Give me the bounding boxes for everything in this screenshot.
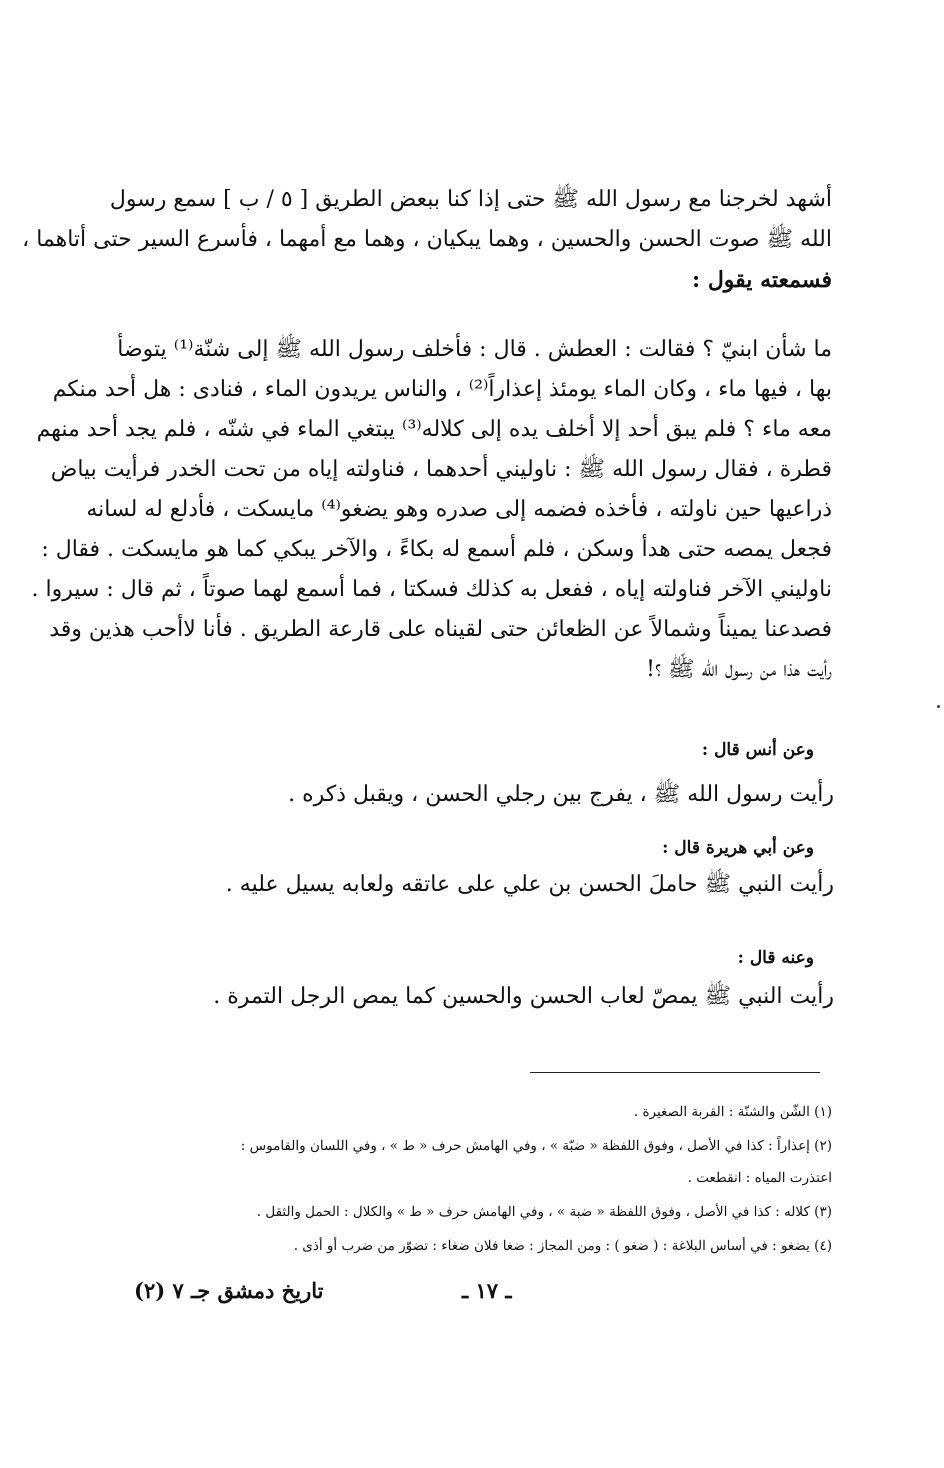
- paragraph-line: معه ماء ؟ فلم يبق أحد إلا أخلف يده إلى كلاله⁽³⁾ يبتغي الماء في شنّه ، فلم يجد أحد منهم: [36, 417, 832, 442]
- paragraph-1: [22, 180, 832, 300]
- footnote-4: (٤) يضغو : في أساس البلاغة : ( ضغو ) : ومن المجاز : ضغا فلان ضغاء : تضوّر من ضرب أو أذى .: [293, 1238, 832, 1254]
- footnote-1: (١) الشّن والشنّة : القربة الصغيرة .: [633, 1104, 832, 1120]
- paragraph-2: [31, 330, 832, 690]
- narration-intro: وعن أنس قال :: [701, 740, 814, 760]
- paragraph-line: فصدعنا يميناً وشمالاً عن الظعائن حتى لقيناه على قارعة الطريق . فأنا لاأحب هذين وقد: [49, 617, 832, 642]
- paragraph-line: فجعل يمصه حتى هدأ وسكن ، فلم أسمع له بكاءً ، والآخر يبكي كما هو مايسكت . فقال :: [41, 537, 832, 562]
- paragraph-line: فسمعته يقول :: [692, 267, 832, 293]
- footnote-divider: [530, 1072, 820, 1073]
- paragraph-line: أشهد لخرجنا مع رسول الله ﷺ حتى إذا كنا ببعض الطريق [ ٥ / ب ] سمع رسول: [109, 187, 832, 212]
- source-reference: تاريخ دمشق جـ ٧ (٢): [134, 1278, 324, 1303]
- page-footer: [112, 1278, 832, 1312]
- narration-text: رأيت النبي ﷺ حاملَ الحسن بن علي على عاتقه ولعابه يسيل عليه .: [225, 872, 834, 897]
- narration-intro: وعن أبي هريرة قال :: [662, 838, 814, 858]
- page-number: ـ ١٧ ـ: [462, 1278, 512, 1303]
- paragraph-line: ذراعيها حين ناولته ، فأخذه فضمه إلى صدره وهو يضغو⁽⁴⁾ مايسكت ، فأدلع له لسانه: [86, 497, 832, 522]
- paragraph-line: ناوليني الآخر فناولته إياه ، ففعل به كذلك فسكتا ، فما أسمع لهما صوتاً ، ثم قال : سيروا .: [31, 577, 832, 602]
- paragraph-line: قطرة ، فقال رسول الله ﷺ : ناوليني أحدهما ، فناولته إياه من تحت الخدر فرأيت بياض: [50, 457, 832, 482]
- paragraph-line: بها ، فيها ماء ، وكان الماء يومئذ إعذاراً⁽²⁾ ، والناس يريدون الماء ، فنادى : هل أحد منكم: [52, 377, 832, 402]
- narration-text: رأيت النبي ﷺ يمصّ لعاب الحسن والحسين كما يمص الرجل التمرة .: [213, 984, 834, 1009]
- paragraph-line: ما شأن ابنيّ ؟ فقالت : العطش . قال : فأخلف رسول الله ﷺ إلى شنّة⁽¹⁾ يتوضأ: [117, 337, 832, 362]
- narration-intro: وعنه قال :: [737, 948, 814, 968]
- footnote-2-continuation: اعتذرت المياه : انقطعت .: [687, 1170, 832, 1186]
- paragraph-line: رأيت هذا من رسول الله ﷺ ؟!: [646, 657, 832, 682]
- scan-speck: [937, 705, 940, 708]
- paragraph-line: الله ﷺ صوت الحسن والحسين ، وهما يبكيان ، وهما مع أمهما ، فأسرع السير حتى أتاهما ،: [22, 227, 832, 252]
- narration-text: رأيت رسول الله ﷺ ، يفرج بين رجلي الحسن ، ويقبل ذكره .: [288, 782, 834, 807]
- footnote-3: (٣) كلاله : كذا في الأصل ، وفوق اللفظة « ضبة » ، وفي الهامش حرف « ط » والكلال : الحمل والثقل .: [256, 1204, 832, 1220]
- footnote-2: (٢) إعذاراً : كذا في الأصل ، وفوق اللفظة « ضبّة » ، وفي الهامش حرف « ط » ، وفي اللسان والقاموس :: [240, 1138, 832, 1154]
